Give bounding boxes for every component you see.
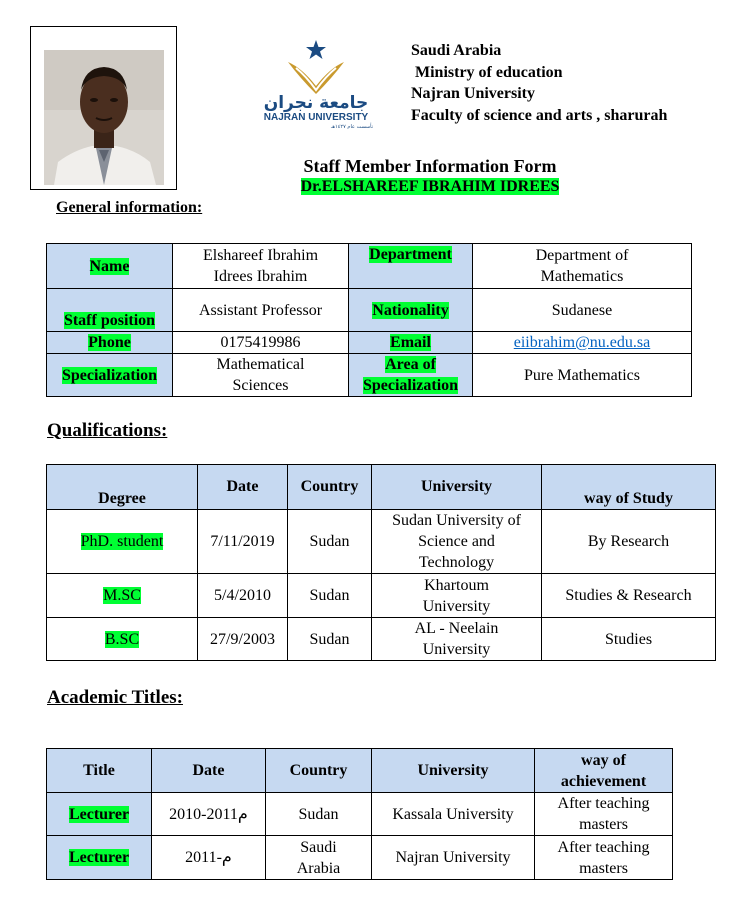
academic-titles-table (46, 748, 673, 880)
qualifications-title: Qualifications: (47, 420, 168, 441)
form-title: Staff Member Information Form (303, 156, 557, 176)
table-row (47, 510, 716, 574)
acad-university: Kassala University (372, 793, 535, 836)
acad-way: After teaching masters (535, 836, 673, 880)
svg-text:جامعة نجران: جامعة نجران (263, 93, 369, 113)
university-emblem-icon (258, 38, 374, 130)
qual-date: 7/11/2019 (198, 510, 288, 574)
acad-header-way-of-achievement: way of achievement (535, 749, 673, 793)
qual-header-date: Date (198, 465, 288, 510)
staff-position-label: Staff position (47, 289, 173, 332)
acad-way: After teaching masters (535, 793, 673, 836)
acad-header-title: Title (47, 749, 152, 793)
specialization-value: Mathematical Sciences (173, 354, 349, 397)
nationality-label: Nationality (349, 289, 473, 332)
email-link[interactable]: eiibrahim@nu.edu.sa (513, 334, 651, 351)
staff-name-line (0, 178, 736, 196)
qual-date: 5/4/2010 (198, 574, 288, 618)
qualifications-table (46, 464, 716, 661)
table-row (47, 836, 673, 880)
academic-titles-title: Academic Titles: (47, 687, 183, 708)
header-ministry: Ministry of education (411, 63, 563, 81)
staff-position-value: Assistant Professor (173, 289, 349, 332)
svg-text:تأسست عام ١٤٢٧هـ: تأسست عام ١٤٢٧هـ (330, 124, 374, 130)
name-value: Elshareef Ibrahim Idrees Ibrahim (173, 244, 349, 289)
qual-country: Sudan (288, 618, 372, 661)
qual-degree: PhD. student (47, 510, 198, 574)
table-row (47, 793, 673, 836)
qual-way: Studies (542, 618, 716, 661)
department-label: Department (349, 244, 473, 289)
acad-title: Lecturer (47, 793, 152, 836)
acad-header-university: University (372, 749, 535, 793)
phone-value: 0175419986 (173, 332, 349, 354)
qual-country: Sudan (288, 510, 372, 574)
acad-country: Saudi Arabia (266, 836, 372, 880)
area-of-specialization-value: Pure Mathematics (473, 354, 692, 397)
table-row (47, 574, 716, 618)
qual-degree: M.SC (47, 574, 198, 618)
area-of-specialization-label: Area of Specialization (349, 354, 473, 397)
acad-header-date: Date (152, 749, 266, 793)
header-country: Saudi Arabia (411, 42, 502, 59)
table-row (47, 618, 716, 661)
name-label: Name (47, 244, 173, 289)
qual-header-country: Country (288, 465, 372, 510)
qual-university: Sudan University of Science and Technology (372, 510, 542, 574)
acad-title: Lecturer (47, 836, 152, 880)
qual-way: By Research (542, 510, 716, 574)
qual-country: Sudan (288, 574, 372, 618)
qual-header-university: University (372, 465, 542, 510)
qual-header-degree: Degree (47, 465, 198, 510)
staff-name: Dr.ELSHAREEF IBRAHIM IDREES (300, 178, 560, 195)
acad-university: Najran University (372, 836, 535, 880)
general-information-title: General information: (56, 199, 203, 216)
header-university: Najran University (411, 85, 535, 102)
email-value (473, 332, 692, 354)
header-faculty: Faculty of science and arts , sharurah (411, 106, 668, 124)
specialization-label: Specialization (47, 354, 173, 397)
acad-header-country: Country (266, 749, 372, 793)
department-value: Department of Mathematics (473, 244, 692, 289)
qual-university: Khartoum University (372, 574, 542, 618)
qual-degree: B.SC (47, 618, 198, 661)
qual-date: 27/9/2003 (198, 618, 288, 661)
acad-date: 2011-م (152, 836, 266, 880)
acad-country: Sudan (266, 793, 372, 836)
email-label: Email (349, 332, 473, 354)
qual-way: Studies & Research (542, 574, 716, 618)
nationality-value: Sudanese (473, 289, 692, 332)
acad-date: 2010-2011م (152, 793, 266, 836)
phone-label: Phone (47, 332, 173, 354)
general-information-table (46, 243, 692, 397)
svg-text:NAJRAN UNIVERSITY: NAJRAN UNIVERSITY (263, 112, 369, 123)
najran-university-logo (258, 38, 374, 130)
qual-header-way-of-study: way of Study (542, 465, 716, 510)
qual-university: AL - Neelain University (372, 618, 542, 661)
